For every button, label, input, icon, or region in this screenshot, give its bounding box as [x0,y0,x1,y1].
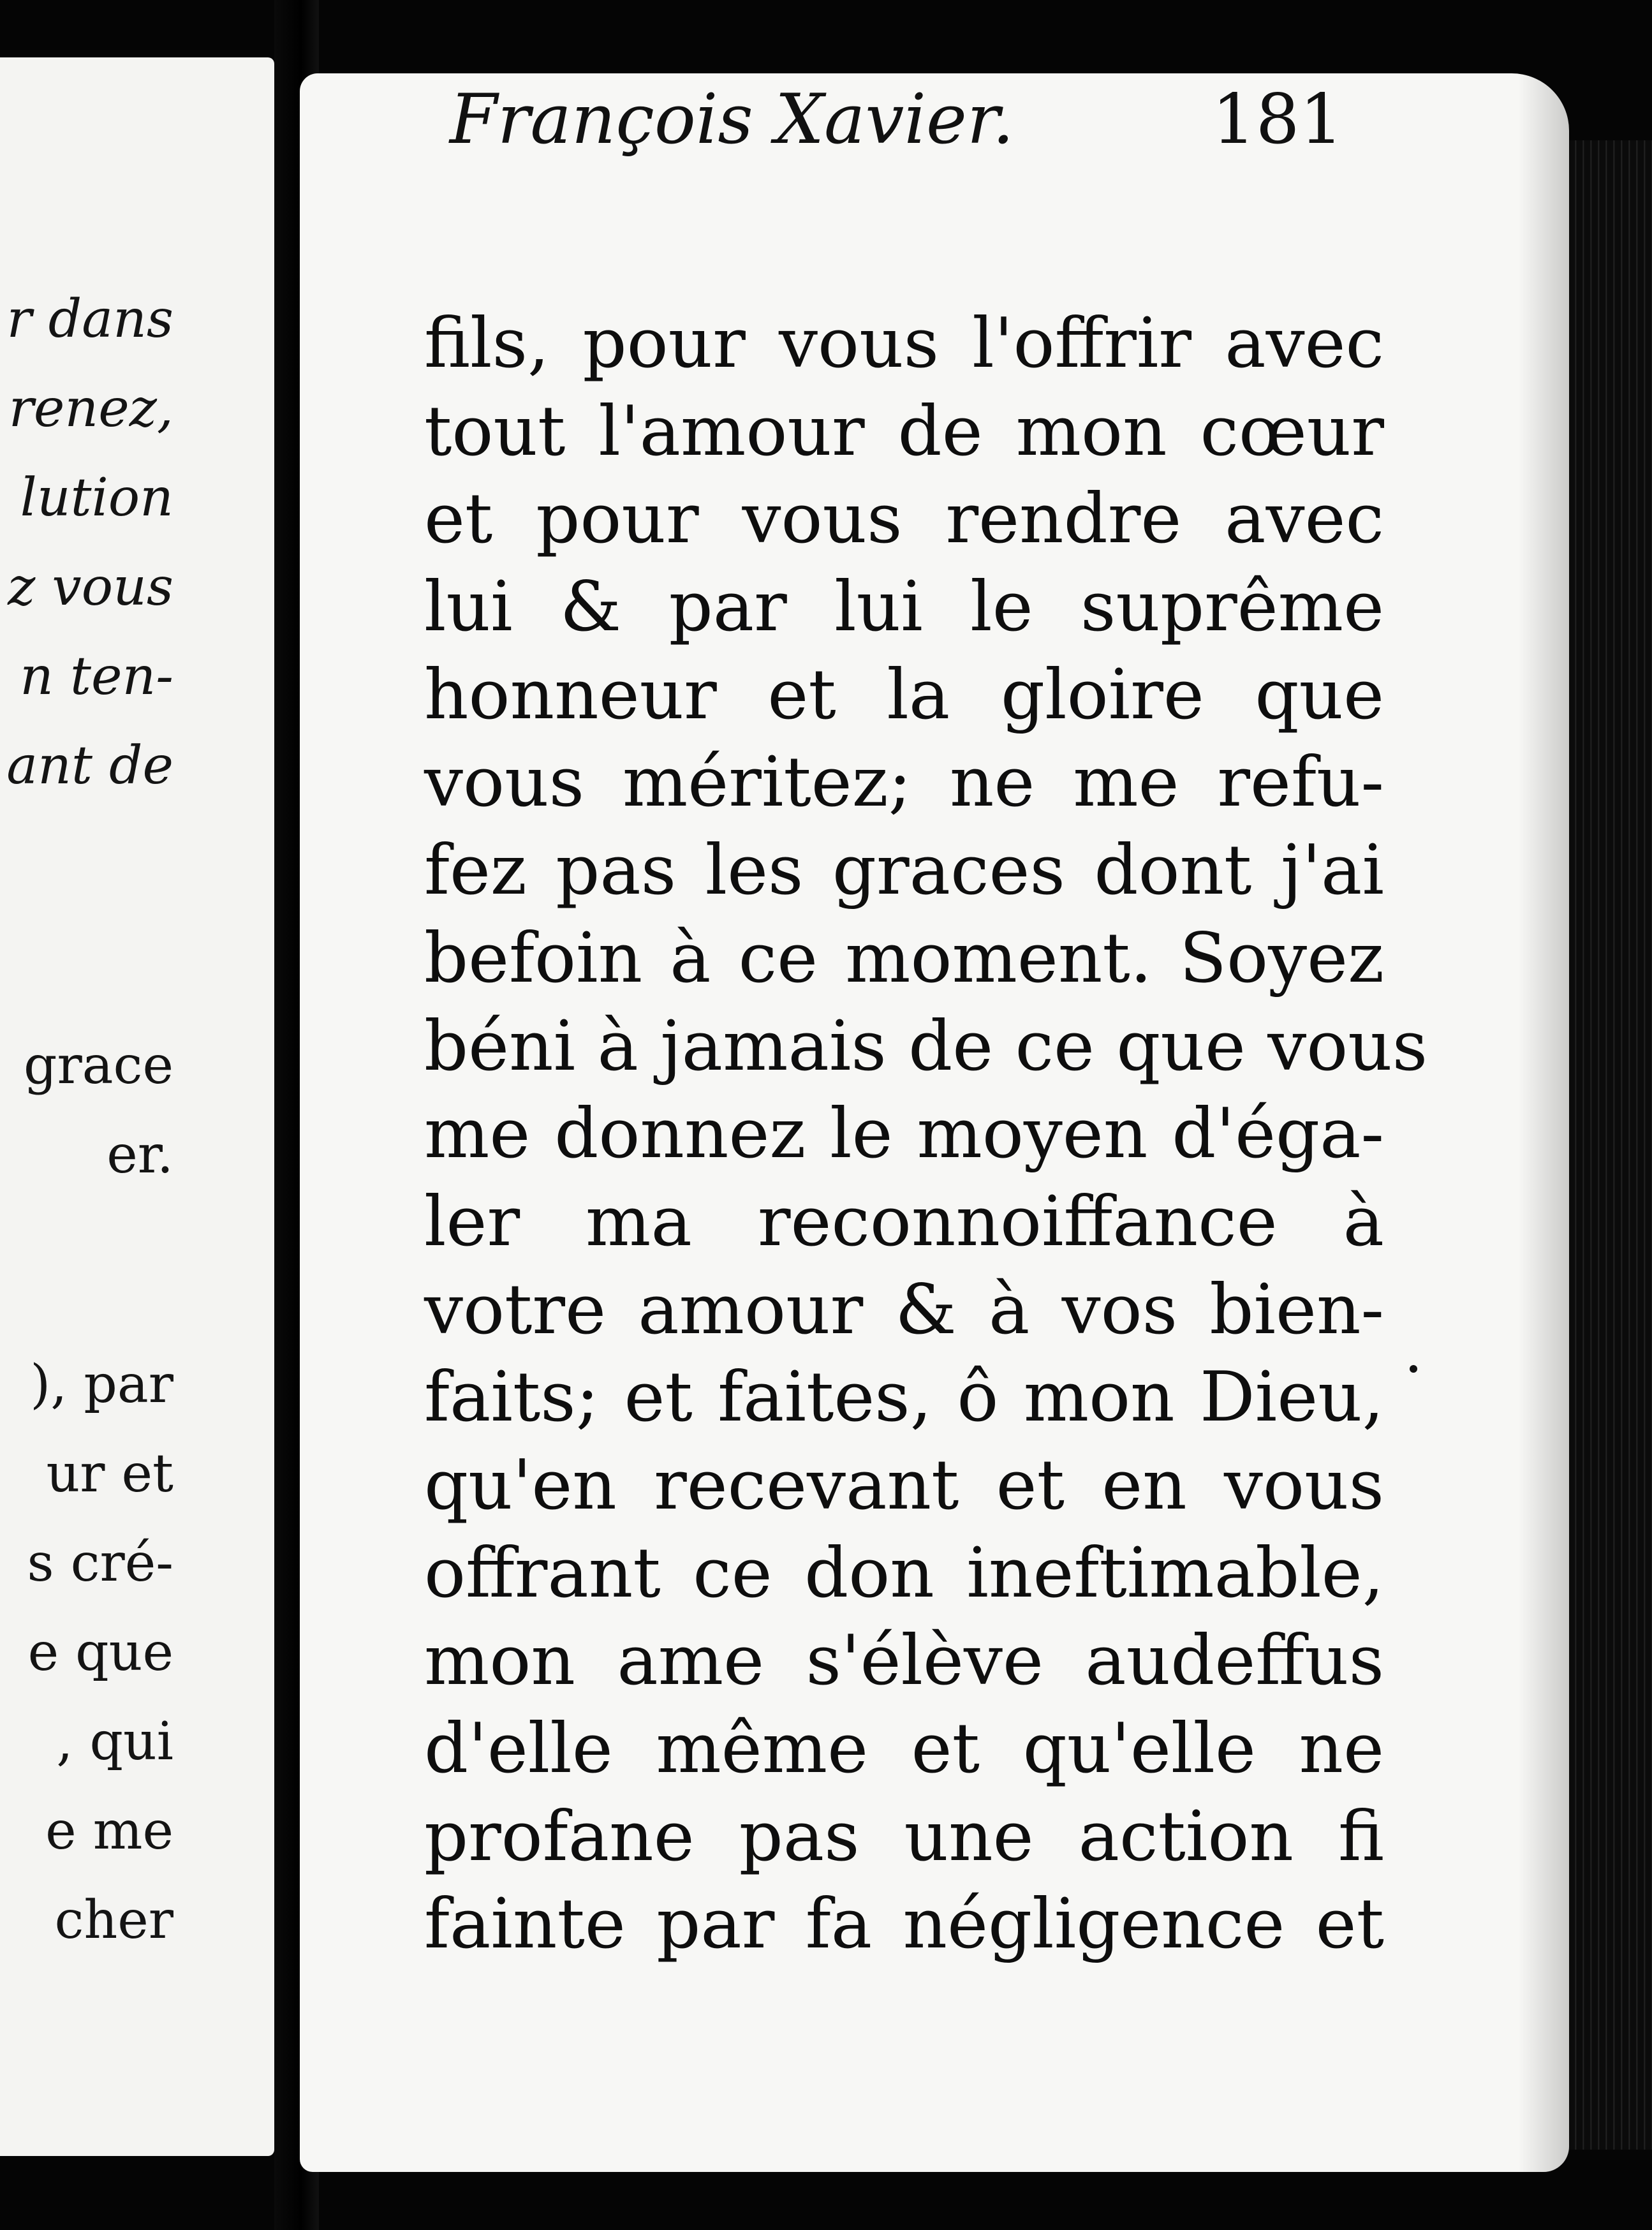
left-page-line: e que [27,1622,173,1683]
page-number: 181 [1212,80,1344,159]
text-line: befoin à ce moment. Soyez [424,918,1384,998]
left-page-line: , qui [56,1711,173,1772]
text-line: qu'en recevant et en vous [424,1445,1384,1525]
text-line: vous méritez; ne me refu- [424,742,1384,823]
running-head: François Xavier. [449,80,1014,159]
page-edges [1569,140,1652,2150]
left-page-line: z vous [8,557,173,617]
left-page-line: renez, [8,378,173,439]
text-line: tout l'amour de mon cœur [424,391,1384,471]
left-page-line: ur et [46,1444,173,1504]
left-page-line: er. [107,1125,173,1185]
left-page-line: ant de [6,735,173,796]
left-page-line: e me [45,1801,173,1861]
text-line: fils, pour vous l'offrir avec [424,304,1384,383]
text-line: mon ame s'élève audeffus [424,1621,1384,1701]
text-line: honneur et la gloire que [424,654,1384,735]
left-page-line: ), par [30,1354,173,1415]
page-body-text [424,300,1428,1968]
text-line: profane pas une action fi [424,1796,1384,1877]
text-line: me donnez le moyen d'éga- [424,1094,1384,1174]
ink-speck [1410,1365,1417,1373]
text-line: votre amour & à vos bien- [424,1269,1384,1350]
text-line: et pour vous rendre avec [424,479,1384,559]
text-line: béni à jamais de ce que vous [424,1006,1428,1086]
text-line: d'elle même et qu'elle ne [424,1709,1384,1789]
text-line: fez pas les graces dont j'ai [424,831,1384,911]
left-facing-page [0,57,274,2156]
text-line: lui & par lui le suprême [424,567,1384,647]
left-page-line: r dans [6,289,173,350]
left-page-line: s cré- [27,1533,173,1593]
text-line: offrant ce don ineftimable, [424,1533,1384,1613]
left-page-line: n ten- [20,646,173,707]
left-page-line: lution [20,468,173,528]
text-line: ler ma reconnoiffance à [424,1181,1384,1262]
left-page-line: grace [23,1035,173,1096]
text-line: fainte par fa négligence et [424,1884,1384,1965]
left-page-line: cher [54,1890,173,1951]
text-line: faits; et faites, ô mon Dieu, [424,1357,1384,1438]
